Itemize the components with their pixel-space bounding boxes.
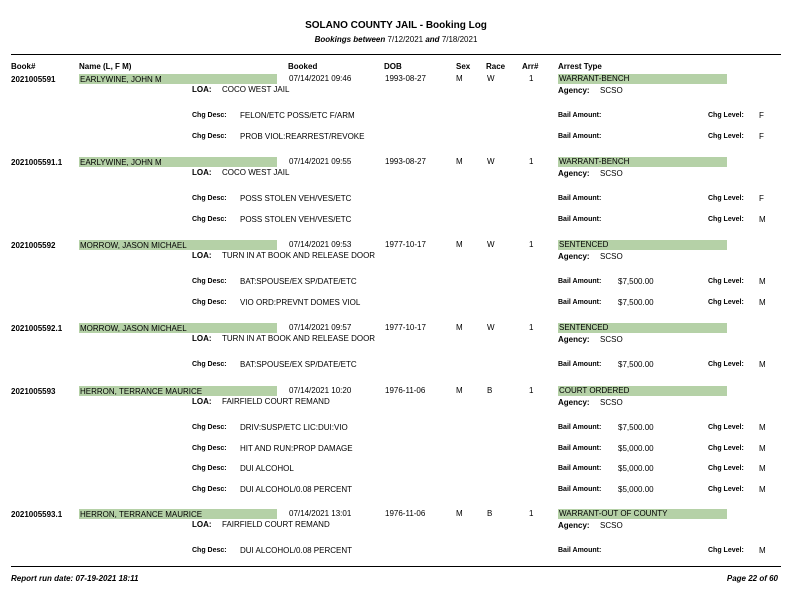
loa-label: LOA: bbox=[192, 334, 212, 343]
dob: 1976-11-06 bbox=[385, 386, 426, 395]
chg-desc-value: DUI ALCOHOL/0.08 PERCENT bbox=[240, 485, 353, 494]
sex: M bbox=[456, 74, 463, 83]
agency-label: Agency: bbox=[558, 86, 590, 95]
arrest-type: WARRANT-BENCH bbox=[559, 157, 630, 166]
chg-level-label: Chg Level: bbox=[708, 278, 744, 285]
inmate-name: MORROW, JASON MICHAEL bbox=[80, 241, 187, 250]
agency-value: SCSO bbox=[600, 398, 623, 407]
agency-value: SCSO bbox=[600, 335, 623, 344]
chg-desc-value: BAT:SPOUSE/EX SP/DATE/ETC bbox=[240, 360, 357, 369]
bail-amount-label: Bail Amount: bbox=[558, 216, 602, 223]
chg-desc-label: Chg Desc: bbox=[192, 299, 227, 306]
col-header-race: Race bbox=[486, 62, 506, 71]
chg-desc-label: Chg Desc: bbox=[192, 547, 227, 554]
chg-level-value: M bbox=[759, 444, 766, 453]
report-title: SOLANO COUNTY JAIL - Booking Log bbox=[305, 20, 487, 31]
loa-value: FAIRFIELD COURT REMAND bbox=[222, 397, 330, 406]
loa-label: LOA: bbox=[192, 397, 212, 406]
loa-value: COCO WEST JAIL bbox=[222, 85, 290, 94]
chg-desc-label: Chg Desc: bbox=[192, 195, 227, 202]
col-header-arr: Arr# bbox=[522, 62, 539, 71]
chg-level-label: Chg Level: bbox=[708, 361, 744, 368]
chg-desc-value: BAT:SPOUSE/EX SP/DATE/ETC bbox=[240, 277, 357, 286]
loa-label: LOA: bbox=[192, 168, 212, 177]
chg-level-value: M bbox=[759, 423, 766, 432]
book-number: 2021005593.1 bbox=[11, 510, 63, 519]
chg-desc-value: HIT AND RUN:PROP DAMAGE bbox=[240, 444, 353, 453]
bail-amount-label: Bail Amount: bbox=[558, 465, 602, 472]
loa-value: TURN IN AT BOOK AND RELEASE DOOR bbox=[222, 334, 376, 343]
agency-label: Agency: bbox=[558, 252, 590, 261]
chg-level-value: M bbox=[759, 277, 766, 286]
chg-desc-value: DRIV:SUSP/ETC LIC:DUI:VIO bbox=[240, 423, 348, 432]
subtitle-and: and bbox=[425, 35, 440, 44]
chg-level-value: M bbox=[759, 360, 766, 369]
chg-level-value: M bbox=[759, 485, 766, 494]
chg-desc-label: Chg Desc: bbox=[192, 278, 227, 285]
chg-level-label: Chg Level: bbox=[708, 424, 744, 431]
chg-level-value: M bbox=[759, 215, 766, 224]
loa-value: TURN IN AT BOOK AND RELEASE DOOR bbox=[222, 251, 376, 260]
bail-amount-label: Bail Amount: bbox=[558, 195, 602, 202]
bail-amount-value: $7,500.00 bbox=[618, 360, 654, 369]
bail-amount-value: $5,000.00 bbox=[618, 464, 654, 473]
arrest-type: WARRANT-BENCH bbox=[559, 74, 630, 83]
subtitle-prefix: Bookings between bbox=[314, 35, 386, 44]
loa-label: LOA: bbox=[192, 85, 212, 94]
report-run-date: Report run date: 07-19-2021 18:11 bbox=[11, 574, 139, 583]
book-number: 2021005591 bbox=[11, 75, 56, 84]
sex: M bbox=[456, 386, 463, 395]
booked-datetime: 07/14/2021 09:55 bbox=[289, 157, 352, 166]
date-from: 7/12/2021 bbox=[387, 35, 424, 44]
arrest-number: 1 bbox=[529, 240, 534, 249]
chg-desc-label: Chg Desc: bbox=[192, 465, 227, 472]
bail-amount-label: Bail Amount: bbox=[558, 361, 602, 368]
bail-amount-value: $5,000.00 bbox=[618, 444, 654, 453]
booked-datetime: 07/14/2021 09:46 bbox=[289, 74, 352, 83]
race: W bbox=[487, 323, 495, 332]
chg-level-label: Chg Level: bbox=[708, 216, 744, 223]
col-header-sex: Sex bbox=[456, 62, 471, 71]
arrest-number: 1 bbox=[529, 386, 534, 395]
agency-value: SCSO bbox=[600, 252, 623, 261]
arrest-type: SENTENCED bbox=[559, 323, 609, 332]
bail-amount-value: $7,500.00 bbox=[618, 277, 654, 286]
chg-desc-value: POSS STOLEN VEH/VES/ETC bbox=[240, 215, 352, 224]
race: B bbox=[487, 509, 493, 518]
col-header-arrest-type: Arrest Type bbox=[558, 62, 602, 71]
col-header-dob: DOB bbox=[384, 62, 402, 71]
col-header-book: Book# bbox=[11, 62, 36, 71]
arrest-type: WARRANT-OUT OF COUNTY bbox=[559, 509, 668, 518]
chg-level-label: Chg Level: bbox=[708, 547, 744, 554]
page-number: Page 22 of 60 bbox=[726, 574, 778, 583]
arrest-type: COURT ORDERED bbox=[559, 386, 630, 395]
bail-amount-label: Bail Amount: bbox=[558, 445, 602, 452]
chg-level-label: Chg Level: bbox=[708, 133, 744, 140]
dob: 1993-08-27 bbox=[385, 157, 426, 166]
inmate-name: HERRON, TERRANCE MAURICE bbox=[80, 510, 203, 519]
book-number: 2021005591.1 bbox=[11, 158, 63, 167]
chg-desc-value: DUI ALCOHOL/0.08 PERCENT bbox=[240, 546, 353, 555]
booked-datetime: 07/14/2021 13:01 bbox=[289, 509, 352, 518]
arrest-number: 1 bbox=[529, 74, 534, 83]
race: B bbox=[487, 386, 493, 395]
bail-amount-value: $5,000.00 bbox=[618, 485, 654, 494]
inmate-name: MORROW, JASON MICHAEL bbox=[80, 324, 187, 333]
sex: M bbox=[456, 509, 463, 518]
bail-amount-label: Bail Amount: bbox=[558, 299, 602, 306]
chg-desc-value: POSS STOLEN VEH/VES/ETC bbox=[240, 194, 352, 203]
sex: M bbox=[456, 323, 463, 332]
agency-value: SCSO bbox=[600, 86, 623, 95]
chg-desc-label: Chg Desc: bbox=[192, 445, 227, 452]
race: W bbox=[487, 240, 495, 249]
agency-value: SCSO bbox=[600, 169, 623, 178]
loa-value: FAIRFIELD COURT REMAND bbox=[222, 520, 330, 529]
arrest-number: 1 bbox=[529, 509, 534, 518]
chg-level-value: F bbox=[759, 132, 764, 141]
arrest-type: SENTENCED bbox=[559, 240, 609, 249]
col-header-name: Name (L, F M) bbox=[79, 62, 132, 71]
dob: 1977-10-17 bbox=[385, 240, 426, 249]
chg-level-value: M bbox=[759, 546, 766, 555]
sex: M bbox=[456, 157, 463, 166]
booked-datetime: 07/14/2021 10:20 bbox=[289, 386, 352, 395]
book-number: 2021005592.1 bbox=[11, 324, 63, 333]
inmate-name: EARLYWINE, JOHN M bbox=[80, 158, 162, 167]
dob: 1976-11-06 bbox=[385, 509, 426, 518]
loa-label: LOA: bbox=[192, 520, 212, 529]
chg-level-label: Chg Level: bbox=[708, 465, 744, 472]
bail-amount-label: Bail Amount: bbox=[558, 547, 602, 554]
bail-amount-label: Bail Amount: bbox=[558, 486, 602, 493]
dob: 1977-10-17 bbox=[385, 323, 426, 332]
chg-desc-value: FELON/ETC POSS/ETC F/ARM bbox=[240, 111, 355, 120]
chg-desc-label: Chg Desc: bbox=[192, 133, 227, 140]
chg-level-label: Chg Level: bbox=[708, 486, 744, 493]
race: W bbox=[487, 74, 495, 83]
bail-amount-value: $7,500.00 bbox=[618, 298, 654, 307]
bail-amount-value: $7,500.00 bbox=[618, 423, 654, 432]
chg-desc-value: PROB VIOL:REARREST/REVOKE bbox=[240, 132, 365, 141]
booked-datetime: 07/14/2021 09:53 bbox=[289, 240, 352, 249]
report-subtitle bbox=[0, 35, 792, 44]
footer-rule bbox=[11, 566, 781, 567]
agency-value: SCSO bbox=[600, 521, 623, 530]
loa-value: COCO WEST JAIL bbox=[222, 168, 290, 177]
chg-desc-label: Chg Desc: bbox=[192, 216, 227, 223]
chg-level-label: Chg Level: bbox=[708, 195, 744, 202]
agency-label: Agency: bbox=[558, 169, 590, 178]
agency-label: Agency: bbox=[558, 521, 590, 530]
agency-label: Agency: bbox=[558, 335, 590, 344]
chg-desc-value: DUI ALCOHOL bbox=[240, 464, 294, 473]
inmate-name: HERRON, TERRANCE MAURICE bbox=[80, 387, 203, 396]
col-header-booked: Booked bbox=[288, 62, 318, 71]
bail-amount-label: Bail Amount: bbox=[558, 424, 602, 431]
chg-level-label: Chg Level: bbox=[708, 299, 744, 306]
agency-label: Agency: bbox=[558, 398, 590, 407]
chg-level-label: Chg Level: bbox=[708, 112, 744, 119]
loa-label: LOA: bbox=[192, 251, 212, 260]
chg-desc-label: Chg Desc: bbox=[192, 361, 227, 368]
booked-datetime: 07/14/2021 09:57 bbox=[289, 323, 352, 332]
chg-desc-value: VIO ORD:PREVNT DOMES VIOL bbox=[240, 298, 361, 307]
chg-level-value: F bbox=[759, 194, 764, 203]
chg-level-value: F bbox=[759, 111, 764, 120]
chg-desc-label: Chg Desc: bbox=[192, 486, 227, 493]
bail-amount-label: Bail Amount: bbox=[558, 112, 602, 119]
dob: 1993-08-27 bbox=[385, 74, 426, 83]
chg-level-label: Chg Level: bbox=[708, 445, 744, 452]
chg-desc-label: Chg Desc: bbox=[192, 424, 227, 431]
race: W bbox=[487, 157, 495, 166]
bail-amount-label: Bail Amount: bbox=[558, 133, 602, 140]
arrest-number: 1 bbox=[529, 323, 534, 332]
inmate-name: EARLYWINE, JOHN M bbox=[80, 75, 162, 84]
arrest-number: 1 bbox=[529, 157, 534, 166]
book-number: 2021005592 bbox=[11, 241, 56, 250]
chg-level-value: M bbox=[759, 298, 766, 307]
sex: M bbox=[456, 240, 463, 249]
header-rule bbox=[11, 54, 781, 55]
date-to: 7/18/2021 bbox=[441, 35, 478, 44]
bail-amount-label: Bail Amount: bbox=[558, 278, 602, 285]
chg-desc-label: Chg Desc: bbox=[192, 112, 227, 119]
book-number: 2021005593 bbox=[11, 387, 56, 396]
chg-level-value: M bbox=[759, 464, 766, 473]
